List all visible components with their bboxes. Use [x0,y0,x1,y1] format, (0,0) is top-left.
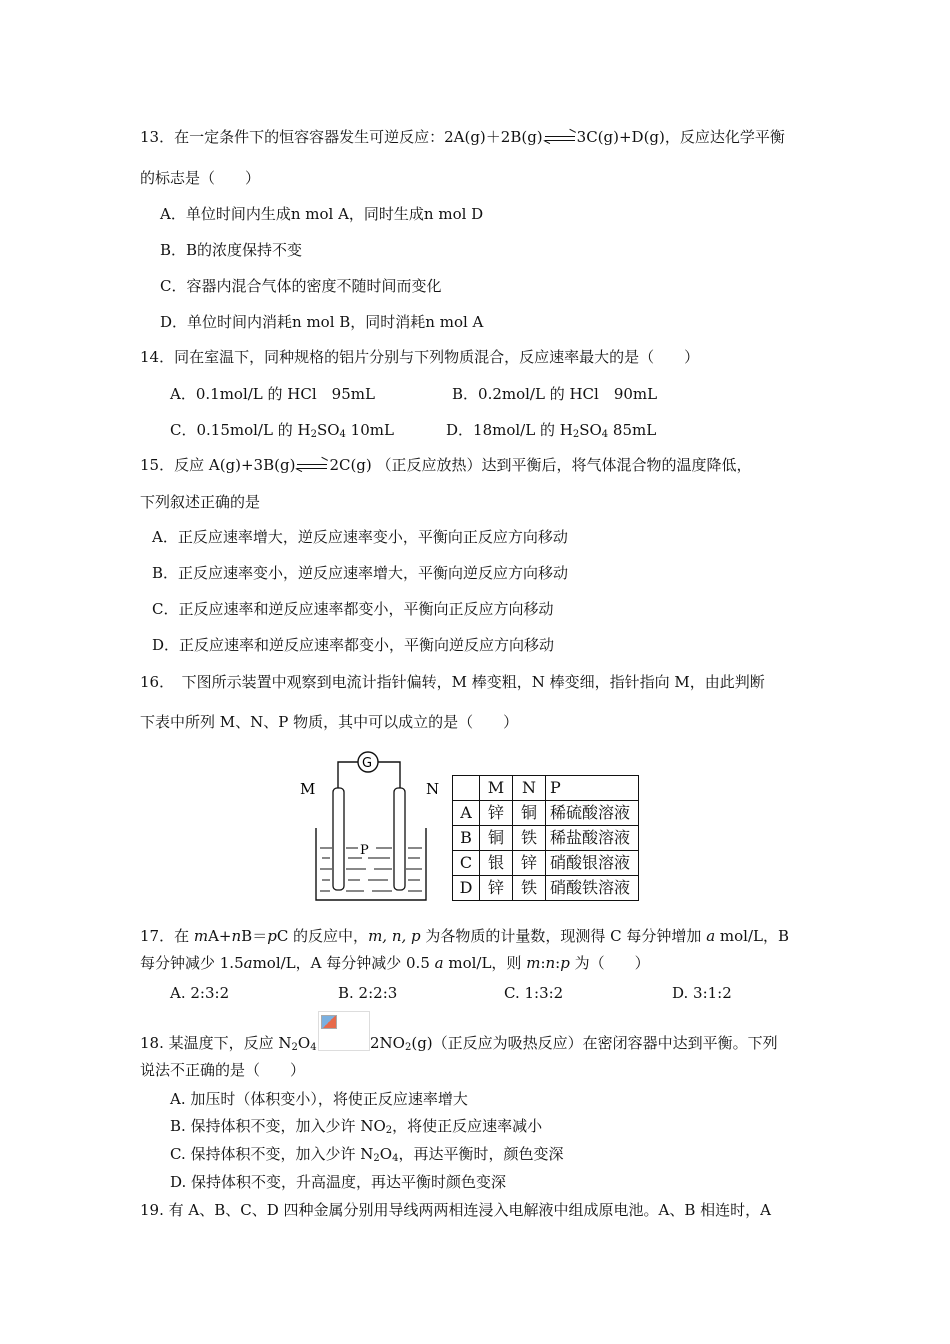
table-row: C 银 锌 硝酸银溶液 [453,851,639,876]
q13-option-a: A．单位时间内生成n mol A，同时生成n mol D [160,205,484,223]
q17-option-c: C. 1:3:2 [504,984,564,1002]
q13-line2: 的标志是（ ） [140,169,261,187]
q16-line2: 下表中所列 M、N、P 物质，其中可以成立的是（ ） [140,713,519,731]
table-row: D 锌 铁 硝酸铁溶液 [453,876,639,901]
q13-option-d: D．单位时间内消耗n mol B，同时消耗n mol A [160,313,484,331]
q18-option-c: C. 保持体积不变，加入少许 $N_2O_4$，再达平衡时，颜色变深 [170,1145,564,1164]
label-m: M [300,780,316,798]
q15-line1: 15．反应 A(g)+3B(g) 2C(g) （正反应放热）达到平衡后，将气体混合物的温度降低， [140,456,752,474]
electrode-n [394,788,405,890]
q18-option-a: A. 加压时（体积变小），将使正反应速率增大 [170,1090,468,1108]
q13-line1: 13．在一定条件下的恒容容器发生可逆反应：2A(g)＋2B(g) 3C(g)+D(g)，反应达化学平衡 [140,128,785,146]
q14-option-c: C．0.15mol/L 的 $H_2SO_4$ 10mL [170,421,394,440]
q19-line1: 19. 有 A、B、C、D 四种金属分别用导线两两相连浸入电解液中组成原电池。A、B 相连时，A [140,1201,771,1219]
table-row: M N P [453,776,639,801]
wire [338,762,358,788]
q15-option-b: B．正反应速率变小，逆反应速率增大，平衡向逆反应方向移动 [152,564,569,582]
q18-line1-right: $2NO_2(g)$（正反应为吸热反应）在密闭容器中达到平衡。下列 [370,1034,778,1053]
q17-option-a: A. 2:3:2 [170,984,230,1002]
galvanic-cell-diagram [296,748,446,908]
q17-line2: 每分钟减少 1.5amol/L，A 每分钟减少 0.5 a mol/L，则 m:n:p 为（ ） [140,954,650,972]
q14-option-b: B．0.2mol/L 的 HCl 90mL [452,385,658,403]
q13-option-c: C．容器内混合气体的密度不随时间而变化 [160,277,442,295]
label-n: N [426,780,440,798]
q15-option-a: A．正反应速率增大，逆反应速率变小，平衡向正反应方向移动 [152,528,568,546]
q18-option-b: B. 保持体积不变，加入少许 $NO_2$，将使正反应速率减小 [170,1117,543,1136]
table-row: B 铜 铁 稀盐酸溶液 [453,826,639,851]
q16-line1: 16． 下图所示装置中观察到电流计指针偏转，M 棒变粗，N 棒变细，指针指向 M，由此判断 [140,673,765,691]
wire [378,762,400,788]
q17-option-d: D. 3:1:2 [672,984,732,1002]
q14-option-d: D．18mol/L 的 $H_2SO_4$ 85mL [446,421,657,440]
q15-option-d: D．正反应速率和逆反应速率都变小，平衡向逆反应方向移动 [152,636,555,654]
label-p: P [360,843,369,858]
q13-option-b: B．B的浓度保持不变 [160,241,303,259]
table-row: A 锌 铜 稀硫酸溶液 [453,801,639,826]
broken-image-icon [318,1011,370,1051]
q15-option-c: C．正反应速率和逆反应速率都变小，平衡向正反应方向移动 [152,600,554,618]
q17-option-b: B. 2:2:3 [338,984,398,1002]
label-g: G [362,756,373,771]
options-table [452,775,639,901]
q15-line2: 下列叙述正确的是 [140,493,261,511]
q18-line1-left: 18. 某温度下，反应 $N_2O_4$ [140,1034,317,1053]
equilibrium-arrow-icon [297,461,327,471]
q14-stem: 14．同在室温下，同种规格的铝片分别与下列物质混合，反应速率最大的是（ ） [140,348,700,366]
electrode-m [333,788,344,890]
q18-line2: 说法不正确的是（ ） [140,1061,306,1079]
q14-option-a: A．0.1mol/L 的 HCl 95mL [170,385,375,403]
q18-option-d: D. 保持体积不变，升高温度，再达平衡时颜色变深 [170,1173,507,1191]
q17-line1: 17．在 mA+nB＝pC 的反应中，m, n, p 为各物质的计量数，现测得 C 每分钟增加 a mol/L，B [140,927,789,945]
equilibrium-arrow-icon [545,133,575,143]
